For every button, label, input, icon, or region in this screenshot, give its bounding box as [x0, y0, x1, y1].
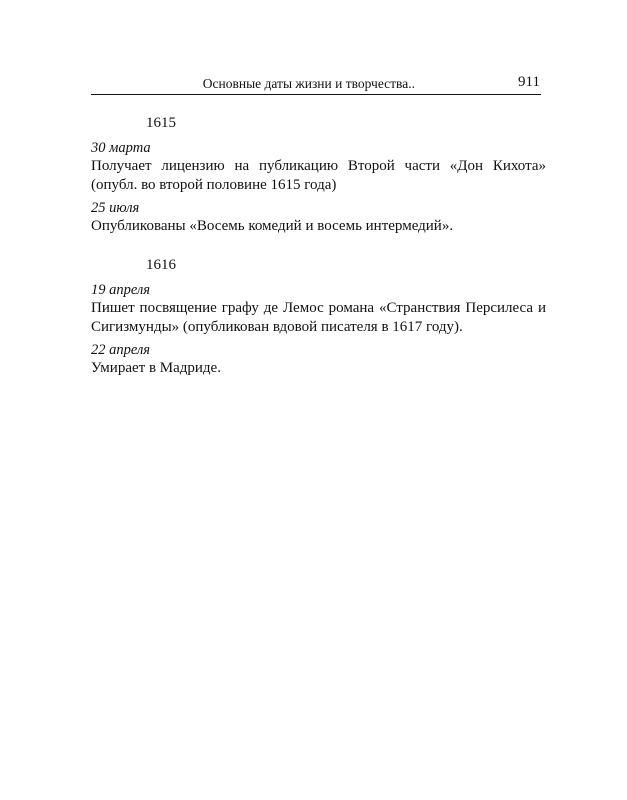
- entry-date: 25 июля: [91, 200, 140, 216]
- running-title: Основные даты жизни и творчества..: [202, 76, 415, 91]
- year-block-1616: [91, 256, 546, 378]
- year-block-1615: [91, 114, 546, 236]
- entry-text: Получает лицензию на публикацию Второй части «Дон Кихота» (опубл. во второй половине 1615 года): [91, 158, 546, 193]
- entry-text: Опубликованы «Восемь комедий и восемь интермедий».: [91, 218, 454, 234]
- entry-date: 30 марта: [91, 140, 151, 156]
- entry-date: 19 апреля: [91, 282, 151, 298]
- year-heading: 1615: [146, 115, 176, 131]
- entry-text: Пишет посвящение графу де Лемос романа «Странствия Персилеса и Сигизмунды» (опубликован вдовой писателя в 1617 году).: [91, 300, 546, 335]
- chronology-entry: [91, 199, 546, 236]
- chronology-entry: [91, 139, 546, 195]
- chronology-entry: [91, 281, 546, 337]
- entry-date: 22 апреля: [91, 342, 151, 358]
- running-header: [91, 74, 541, 95]
- chronology-content: [91, 114, 546, 382]
- chronology-entry: [91, 341, 546, 378]
- year-heading: 1616: [146, 257, 176, 273]
- page-number: 911: [518, 74, 540, 90]
- entry-text: Умирает в Мадриде.: [91, 360, 221, 376]
